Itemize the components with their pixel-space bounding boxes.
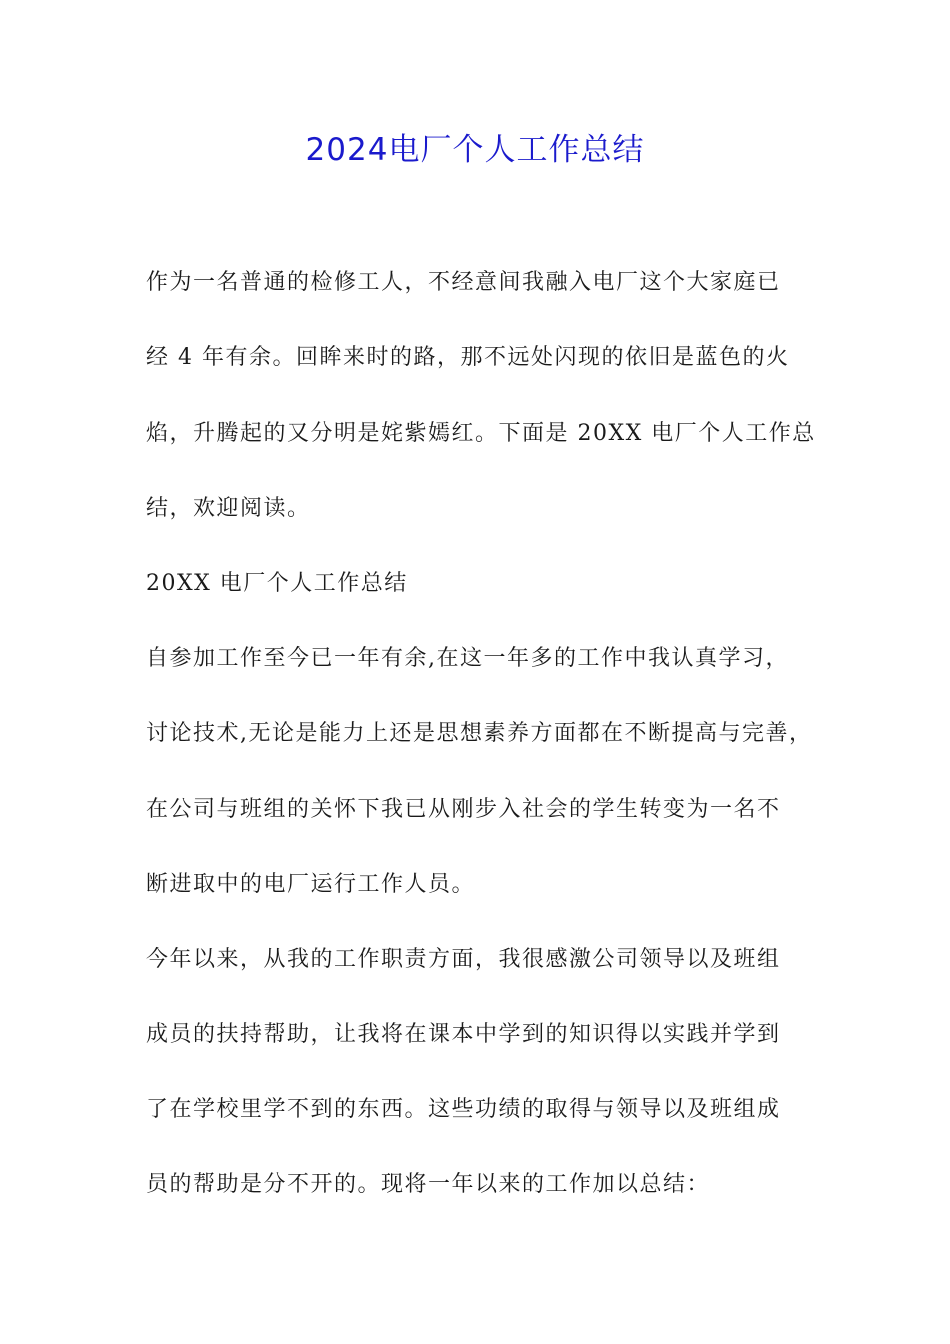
paragraph-line: 结，欢迎阅读。 <box>146 496 311 521</box>
paragraph-line: 今年以来，从我的工作职责方面，我很感激公司领导以及班组 <box>146 947 781 972</box>
paragraph-line: 员的帮助是分不开的。现将一年以来的工作加以总结： <box>146 1172 711 1197</box>
paragraph-line: 作为一名普通的检修工人，不经意间我融入电厂这个大家庭已 <box>146 270 781 295</box>
document-title: 2024电厂个人工作总结 <box>305 132 645 168</box>
paragraph-line: 成员的扶持帮助，让我将在课本中学到的知识得以实践并学到 <box>146 1022 781 1047</box>
paragraph-line: 断进取中的电厂运行工作人员。 <box>146 872 476 897</box>
paragraph-line: 自参加工作至今已一年有余,在这一年多的工作中我认真学习， <box>146 646 789 671</box>
paragraph-line: 在公司与班组的关怀下我已从刚步入社会的学生转变为一名不 <box>146 797 781 822</box>
section-heading: 20XX 电厂个人工作总结 <box>146 571 408 596</box>
paragraph-line: 讨论技术,无论是能力上还是思想素养方面都在不断提高与完善， <box>146 721 813 746</box>
paragraph-line: 焰，升腾起的又分明是姹紫嫣红。下面是 20XX 电厂个人工作总 <box>146 421 816 446</box>
paragraph-line: 了在学校里学不到的东西。这些功绩的取得与领导以及班组成 <box>146 1097 781 1122</box>
paragraph-line: 经 4 年有余。回眸来时的路，那不远处闪现的依旧是蓝色的火 <box>146 345 790 370</box>
